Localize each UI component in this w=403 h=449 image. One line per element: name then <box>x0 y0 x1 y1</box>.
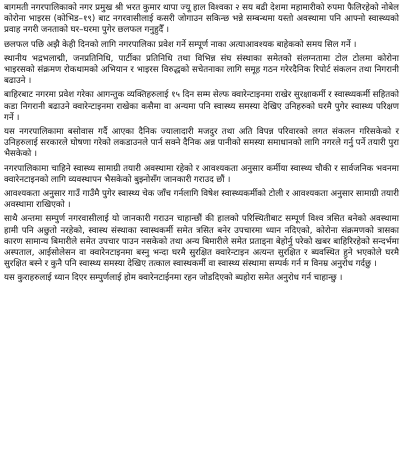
paragraph-closing-request: यस कुराहरुलाई ध्यान दिएर सम्पुर्णलाई होम क्वारेनटाईनमा रहन जोडदिएको ब्यहोरा समेत अनुरोध गर्न चाहान्छु । <box>4 273 343 284</box>
paragraph-intro: बागमती नगरपालिकाको नगर प्रमुख श्री भरत कुमार थापा ज्यू हाल विश्वका २ सय बढी देशमा महामारीको रुपमा फैलिरहेको नोबेल कोरोना भाइरस (कोभिड–१९) बाट नगरवासीलाई कसरी जोगाउन सकिन्छ भन्ने सम्बन्धमा यस्तो अवस्थामा पनि आफ्नो स्वास्थ्यको प्रवाह नगरी जनताको घर–घरमा पुगेर छलफल गनुहुदैँ । <box>4 3 399 36</box>
paragraph-quarantine-visitors: बाहिरबाट नगरमा प्रवेश गरेका आगन्तुक व्यक्तिहरुलाई १५ दिन सम्म सेल्फ क्वारेन्टाइनमा राखेर सुरक्षाकर्मी र स्वास्थ्यकर्मी सहितको कडा निगरानी बढाउने क्वारेन्टाइनमा राखेका कसैमा वा अन्यमा पनि स्वास्थ्य समस्या देखिए उनिहरुको घरमै पुगेर स्वास्थ्य परिक्षण गर्ने । <box>4 90 399 123</box>
paragraph-final-appeal: साथै अन्तमा सम्पुर्ण नगरवासीलाई यो जानकारी गराउन चाहान्छौं की हालको परिस्थितीबाट सम्पूर्ण विश्व त्रसित बनेको अवस्थामा हामी पनि अछुतो नरहेको, स्वास्थ संस्थाका स्वास्थकर्मी समेत त्रसित बनेर उपचारमा ध्यान नदिएको, कोरोना संक्रमणको त्रासका कारण सामान्य बिमारीले समेत उपचार पाउन नसकेको तथा अन्य बिमारीले समेत प्रताड्ना बेहोर्नु परेको खबर बाहिरिरहेको सन्दर्भमा अस्पताल, आईसोलेसन वा क्वारेनटाइनमा बस्नु भन्दा घरमै सुरक्षित क्वारेन्टाइन अत्यन्त सुरक्षित र ब्यवस्थित हुने भएकोले घरमै सुरक्षित बस्ने र कुनै पनि स्वास्थ्य समस्या देखिए तत्काल स्वास्थकर्मी वा स्वास्थ्य संस्थामा सम्पर्क गर्न म विनम्र अनुरोध गर्दछु । <box>4 214 399 270</box>
paragraph-local-groups: स्थानीय भद्रभलाद्मी, जनप्रतिनिधि, पार्टीका प्रतिनिधि तथा विभिन्न संघ संस्थाका समेतको संलग्नतामा टोल टोलमा कोरोना भाइरसको संक्रमण रोकथामको अभियान र भाइरस विरुद्धको सचेतनाका लागि समूह गठन गरेरदैनिक रिपोर्ट संकलन तथा निगरानी बढाउने । <box>4 53 399 87</box>
paragraph-village-teams: आवश्यकता अनुसार गाउँ गाउँमै पुगेर स्वास्थ्य चेक जाँच गर्नलागि विषेश स्वास्थ्यकर्मीको टोली र आवश्यकता अनुसार सामाग्री तयारी अवस्थामा राखिएको । <box>4 189 399 211</box>
paragraph-health-supplies: नगरपालिकामा चाहिने स्वास्थ्य सामाग्री तयारी अवस्थामा रहेको र आवश्यकता अनुसार कर्मीया स्वास्थ्य चौकी र सार्वजनिक भवनमा क्वारेनटाइनको लागि व्यवस्थापन भैसकेको बुझ्नोसँग जानकारी गराउद छौं । <box>4 163 399 185</box>
paragraph-daily-workers: यस नगरपालिकामा बसोवास गर्दै आएका दैनिक ज्यालादारी मजदुर तथा अति विपन्न परिवारको लगत संकलन गरिसकेको र उनिहरुलाई सरकारले घोषणा गरेको लकडाउनले पार्न सक्ने दैनिक अन्न पानीको समस्या समाधानको लागि नगरले गर्नु पर्ने तयारी पुरा भैसकेको । <box>4 127 399 160</box>
paragraph-border-seal: छलफल पछि अझै केही दिनको लागि नगरपालिका प्रवेश गर्ने सम्पूर्ण नाका अत्याआवश्यक बाहेकको समय सिल गर्ने । <box>4 39 357 50</box>
